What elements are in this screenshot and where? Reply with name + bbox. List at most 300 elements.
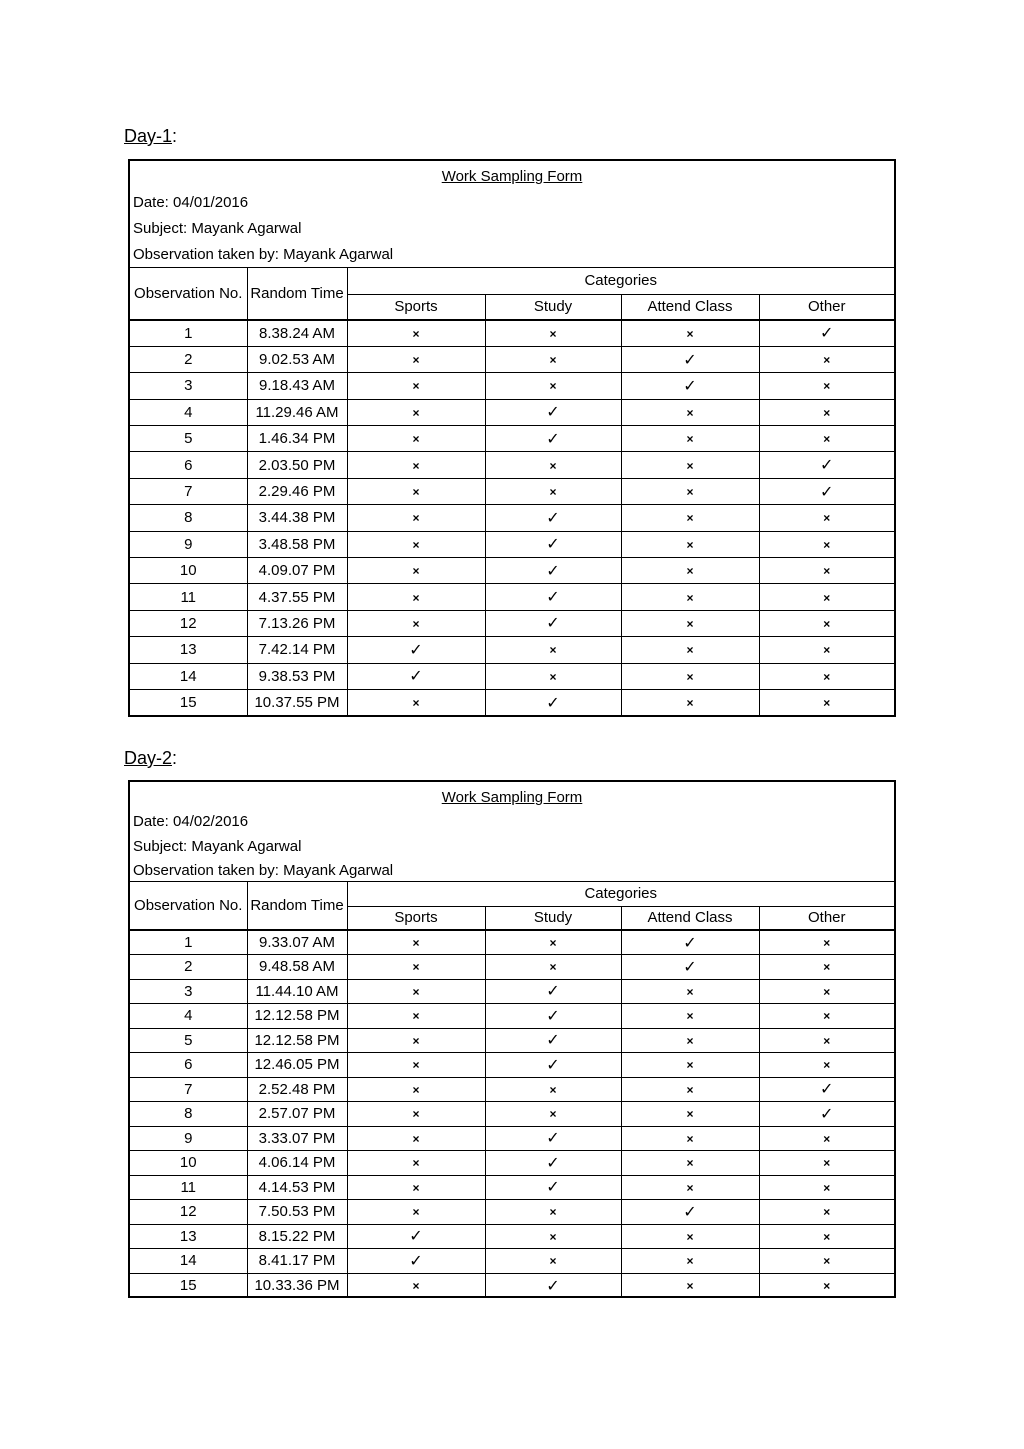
observation-no-cell: 15 — [130, 689, 247, 715]
random-time-cell: 4.14.53 PM — [247, 1175, 347, 1200]
sports-mark-cell — [347, 584, 485, 610]
col-header-other: Other — [759, 906, 894, 930]
observation-no-cell: 12 — [130, 610, 247, 636]
sports-mark-cell — [347, 1102, 485, 1127]
cross-mark-icon: × — [412, 960, 420, 975]
other-mark-cell — [759, 610, 894, 636]
observation-no-cell: 1 — [130, 930, 247, 955]
study-mark-cell — [485, 373, 621, 399]
cross-mark-icon: × — [549, 669, 557, 684]
cross-mark-icon: × — [823, 696, 831, 711]
attend-class-mark-cell — [621, 426, 759, 452]
cross-mark-icon: × — [823, 1279, 831, 1293]
col-header-observation-no: Observation No. — [130, 268, 247, 320]
random-time-cell: 3.33.07 PM — [247, 1126, 347, 1151]
cross-mark-icon: × — [412, 1107, 420, 1122]
col-header-categories: Categories — [347, 882, 894, 906]
table-row — [130, 1224, 894, 1249]
table-row — [130, 478, 894, 504]
other-mark-cell — [759, 1126, 894, 1151]
random-time-cell: 10.33.36 PM — [247, 1273, 347, 1298]
cross-mark-icon: × — [549, 936, 557, 950]
attend-class-mark-cell — [621, 1126, 759, 1151]
col-header-categories: Categories — [347, 268, 894, 294]
cross-mark-icon: × — [823, 1131, 831, 1146]
table-row — [130, 426, 894, 452]
date-line: Date: 04/02/2016 — [133, 813, 249, 830]
table-row — [130, 689, 894, 715]
other-mark-cell — [759, 426, 894, 452]
check-mark-icon: ✓ — [820, 325, 834, 343]
other-mark-cell — [759, 1273, 894, 1298]
cross-mark-icon: × — [686, 511, 694, 526]
attend-class-mark-cell — [621, 320, 759, 346]
study-mark-cell — [485, 1077, 621, 1102]
check-mark-icon: ✓ — [546, 1179, 560, 1197]
attend-class-mark-cell — [621, 584, 759, 610]
observation-no-cell: 15 — [130, 1273, 247, 1298]
other-mark-cell — [759, 1175, 894, 1200]
cross-mark-icon: × — [686, 405, 694, 420]
study-mark-cell — [485, 1028, 621, 1053]
day-label-text: Day-1 — [124, 126, 173, 146]
cross-mark-icon: × — [686, 537, 694, 552]
observation-no-cell: 4 — [130, 1004, 247, 1029]
cross-mark-icon: × — [823, 1156, 831, 1171]
cross-mark-icon: × — [412, 590, 420, 605]
study-mark-cell — [485, 1175, 621, 1200]
study-mark-cell — [485, 346, 621, 372]
cross-mark-icon: × — [686, 432, 694, 447]
sports-mark-cell — [347, 1273, 485, 1298]
attend-class-mark-cell — [621, 346, 759, 372]
sports-mark-cell — [347, 505, 485, 531]
check-mark-icon: ✓ — [409, 1252, 423, 1270]
cross-mark-icon: × — [412, 984, 420, 999]
check-mark-icon: ✓ — [409, 668, 423, 686]
cross-mark-icon: × — [549, 643, 557, 658]
random-time-cell: 7.13.26 PM — [247, 610, 347, 636]
study-mark-cell — [485, 955, 621, 980]
check-mark-icon: ✓ — [546, 1154, 560, 1172]
check-mark-icon: ✓ — [683, 958, 697, 976]
cross-mark-icon: × — [412, 353, 420, 368]
other-mark-cell — [759, 320, 894, 346]
attend-class-mark-cell — [621, 689, 759, 715]
cross-mark-icon: × — [823, 590, 831, 605]
other-mark-cell — [759, 346, 894, 372]
study-mark-cell — [485, 1126, 621, 1151]
cross-mark-icon: × — [412, 432, 420, 447]
table-row — [130, 663, 894, 689]
check-mark-icon: ✓ — [546, 1130, 560, 1148]
cross-mark-icon: × — [549, 353, 557, 368]
check-mark-icon: ✓ — [409, 1228, 423, 1246]
cross-mark-icon: × — [823, 1205, 831, 1220]
observation-no-cell: 13 — [130, 637, 247, 663]
other-mark-cell — [759, 584, 894, 610]
random-time-cell: 9.48.58 AM — [247, 955, 347, 980]
sports-mark-cell — [347, 955, 485, 980]
sports-mark-cell — [347, 689, 485, 715]
observer-line: Observation taken by: Mayank Agarwal — [133, 862, 394, 879]
check-mark-icon: ✓ — [409, 641, 423, 659]
other-mark-cell — [759, 452, 894, 478]
cross-mark-icon: × — [412, 537, 420, 552]
attend-class-mark-cell — [621, 610, 759, 636]
cross-mark-icon: × — [823, 1058, 831, 1073]
check-mark-icon: ✓ — [546, 562, 560, 580]
observation-no-cell: 14 — [130, 1249, 247, 1274]
observation-no-cell: 7 — [130, 1077, 247, 1102]
observation-no-cell: 14 — [130, 663, 247, 689]
cross-mark-icon: × — [412, 936, 420, 950]
check-mark-icon: ✓ — [546, 589, 560, 607]
cross-mark-icon: × — [823, 960, 831, 975]
table-row — [130, 1004, 894, 1029]
sports-mark-cell — [347, 663, 485, 689]
form-header — [130, 161, 894, 268]
check-mark-icon: ✓ — [820, 1081, 834, 1099]
random-time-cell: 1.46.34 PM — [247, 426, 347, 452]
other-mark-cell — [759, 979, 894, 1004]
cross-mark-icon: × — [412, 405, 420, 420]
col-header-observation-no: Observation No. — [130, 882, 247, 930]
col-header-other: Other — [759, 294, 894, 320]
observation-no-cell: 9 — [130, 1126, 247, 1151]
random-time-cell: 12.12.58 PM — [247, 1004, 347, 1029]
cross-mark-icon: × — [823, 984, 831, 999]
table-row — [130, 930, 894, 955]
sports-mark-cell — [347, 1200, 485, 1225]
check-mark-icon: ✓ — [820, 457, 834, 475]
cross-mark-icon: × — [412, 458, 420, 473]
cross-mark-icon: × — [823, 405, 831, 420]
check-mark-icon: ✓ — [820, 1105, 834, 1123]
cross-mark-icon: × — [412, 1033, 420, 1048]
attend-class-mark-cell — [621, 399, 759, 425]
sports-mark-cell — [347, 373, 485, 399]
sports-mark-cell — [347, 452, 485, 478]
cross-mark-icon: × — [823, 379, 831, 394]
cross-mark-icon: × — [412, 1156, 420, 1171]
cross-mark-icon: × — [686, 1254, 694, 1269]
cross-mark-icon: × — [549, 1205, 557, 1220]
random-time-cell: 9.33.07 AM — [247, 930, 347, 955]
other-mark-cell — [759, 1102, 894, 1127]
observation-no-cell: 11 — [130, 1175, 247, 1200]
study-mark-cell — [485, 1273, 621, 1298]
observation-no-cell: 2 — [130, 346, 247, 372]
table-body — [130, 320, 894, 716]
study-mark-cell — [485, 505, 621, 531]
random-time-cell: 11.29.46 AM — [247, 399, 347, 425]
observation-no-cell: 7 — [130, 478, 247, 504]
cross-mark-icon: × — [686, 485, 694, 500]
check-mark-icon: ✓ — [546, 1032, 560, 1050]
table-row — [130, 584, 894, 610]
study-mark-cell — [485, 1200, 621, 1225]
cross-mark-icon: × — [823, 1009, 831, 1024]
other-mark-cell — [759, 1077, 894, 1102]
check-mark-icon: ✓ — [546, 509, 560, 527]
cross-mark-icon: × — [686, 616, 694, 631]
observation-no-cell: 10 — [130, 1151, 247, 1176]
cross-mark-icon: × — [686, 590, 694, 605]
attend-class-mark-cell — [621, 979, 759, 1004]
cross-mark-icon: × — [686, 1279, 694, 1293]
cross-mark-icon: × — [686, 696, 694, 711]
table-row — [130, 558, 894, 584]
day-1-label: Day-1: — [124, 126, 178, 146]
attend-class-mark-cell — [621, 1004, 759, 1029]
study-mark-cell — [485, 478, 621, 504]
study-mark-cell — [485, 1224, 621, 1249]
attend-class-mark-cell — [621, 1175, 759, 1200]
cross-mark-icon: × — [823, 353, 831, 368]
cross-mark-icon: × — [412, 1180, 420, 1195]
form-title: Work Sampling Form — [441, 789, 583, 806]
table-row — [130, 1126, 894, 1151]
cross-mark-icon: × — [823, 643, 831, 658]
table-row — [130, 399, 894, 425]
attend-class-mark-cell — [621, 1249, 759, 1274]
cross-mark-icon: × — [686, 669, 694, 684]
cross-mark-icon: × — [686, 1107, 694, 1122]
cross-mark-icon: × — [549, 1229, 557, 1244]
cross-mark-icon: × — [823, 1229, 831, 1244]
other-mark-cell — [759, 1200, 894, 1225]
cross-mark-icon: × — [686, 1156, 694, 1171]
col-header-random-time: Random Time — [247, 268, 347, 320]
cross-mark-icon: × — [686, 1180, 694, 1195]
cross-mark-icon: × — [823, 537, 831, 552]
cross-mark-icon: × — [412, 1131, 420, 1146]
random-time-cell: 9.18.43 AM — [247, 373, 347, 399]
observation-table — [130, 882, 894, 1298]
attend-class-mark-cell — [621, 478, 759, 504]
subject-line: Subject: Mayank Agarwal — [133, 220, 302, 237]
observation-no-cell: 11 — [130, 584, 247, 610]
observer-line: Observation taken by: Mayank Agarwal — [133, 246, 394, 263]
check-mark-icon: ✓ — [683, 377, 697, 395]
cross-mark-icon: × — [549, 326, 557, 341]
check-mark-icon: ✓ — [546, 404, 560, 422]
cross-mark-icon: × — [412, 511, 420, 526]
table-row — [130, 1053, 894, 1078]
cross-mark-icon: × — [549, 1082, 557, 1097]
observation-no-cell: 5 — [130, 426, 247, 452]
cross-mark-icon: × — [823, 1180, 831, 1195]
attend-class-mark-cell — [621, 373, 759, 399]
other-mark-cell — [759, 531, 894, 557]
cross-mark-icon: × — [823, 1033, 831, 1048]
observation-no-cell: 6 — [130, 1053, 247, 1078]
observation-no-cell: 6 — [130, 452, 247, 478]
other-mark-cell — [759, 1151, 894, 1176]
table-row — [130, 346, 894, 372]
other-mark-cell — [759, 1028, 894, 1053]
study-mark-cell — [485, 320, 621, 346]
observation-no-cell: 3 — [130, 979, 247, 1004]
random-time-cell: 8.38.24 AM — [247, 320, 347, 346]
observation-table — [130, 268, 894, 716]
random-time-cell: 2.57.07 PM — [247, 1102, 347, 1127]
form-header — [130, 782, 894, 882]
study-mark-cell — [485, 1053, 621, 1078]
study-mark-cell — [485, 930, 621, 955]
observation-no-cell: 8 — [130, 1102, 247, 1127]
check-mark-icon: ✓ — [546, 1056, 560, 1074]
study-mark-cell — [485, 558, 621, 584]
other-mark-cell — [759, 558, 894, 584]
observation-no-cell: 2 — [130, 955, 247, 980]
cross-mark-icon: × — [549, 458, 557, 473]
check-mark-icon: ✓ — [546, 983, 560, 1001]
cross-mark-icon: × — [686, 564, 694, 579]
cross-mark-icon: × — [549, 379, 557, 394]
other-mark-cell — [759, 373, 894, 399]
cross-mark-icon: × — [412, 616, 420, 631]
check-mark-icon: ✓ — [683, 1203, 697, 1221]
attend-class-mark-cell — [621, 1200, 759, 1225]
attend-class-mark-cell — [621, 531, 759, 557]
sports-mark-cell — [347, 1004, 485, 1029]
other-mark-cell — [759, 637, 894, 663]
observation-no-cell: 4 — [130, 399, 247, 425]
sports-mark-cell — [347, 426, 485, 452]
cross-mark-icon: × — [686, 1058, 694, 1073]
other-mark-cell — [759, 1004, 894, 1029]
cross-mark-icon: × — [823, 432, 831, 447]
check-mark-icon: ✓ — [683, 934, 697, 952]
sports-mark-cell — [347, 610, 485, 636]
sports-mark-cell — [347, 399, 485, 425]
study-mark-cell — [485, 452, 621, 478]
cross-mark-icon: × — [686, 1033, 694, 1048]
sports-mark-cell — [347, 558, 485, 584]
cross-mark-icon: × — [686, 326, 694, 341]
study-mark-cell — [485, 531, 621, 557]
other-mark-cell — [759, 689, 894, 715]
table-row — [130, 1273, 894, 1298]
attend-class-mark-cell — [621, 663, 759, 689]
cross-mark-icon: × — [823, 511, 831, 526]
attend-class-mark-cell — [621, 1053, 759, 1078]
observation-no-cell: 9 — [130, 531, 247, 557]
observation-no-cell: 13 — [130, 1224, 247, 1249]
sports-mark-cell — [347, 979, 485, 1004]
study-mark-cell — [485, 610, 621, 636]
subject-line: Subject: Mayank Agarwal — [133, 838, 302, 855]
col-header-sports: Sports — [347, 294, 485, 320]
attend-class-mark-cell — [621, 505, 759, 531]
attend-class-mark-cell — [621, 452, 759, 478]
table-row — [130, 1175, 894, 1200]
table-row — [130, 610, 894, 636]
day-2-label: Day-2: — [124, 748, 178, 768]
cross-mark-icon: × — [686, 1229, 694, 1244]
sports-mark-cell — [347, 531, 485, 557]
sports-mark-cell — [347, 1224, 485, 1249]
random-time-cell: 9.02.53 AM — [247, 346, 347, 372]
col-header-study: Study — [485, 906, 621, 930]
cross-mark-icon: × — [823, 564, 831, 579]
check-mark-icon: ✓ — [546, 430, 560, 448]
cross-mark-icon: × — [686, 1082, 694, 1097]
observation-no-cell: 10 — [130, 558, 247, 584]
check-mark-icon: ✓ — [546, 615, 560, 633]
study-mark-cell — [485, 637, 621, 663]
attend-class-mark-cell — [621, 1224, 759, 1249]
study-mark-cell — [485, 1249, 621, 1274]
study-mark-cell — [485, 1102, 621, 1127]
cross-mark-icon: × — [823, 1254, 831, 1269]
check-mark-icon: ✓ — [820, 483, 834, 501]
col-header-study: Study — [485, 294, 621, 320]
table-row — [130, 1249, 894, 1274]
check-mark-icon: ✓ — [683, 351, 697, 369]
work-sampling-form-day-1 — [128, 159, 896, 717]
sports-mark-cell — [347, 320, 485, 346]
table-body — [130, 930, 894, 1298]
table-row — [130, 320, 894, 346]
random-time-cell: 4.09.07 PM — [247, 558, 347, 584]
check-mark-icon: ✓ — [546, 1277, 560, 1295]
cross-mark-icon: × — [412, 564, 420, 579]
observation-no-cell: 12 — [130, 1200, 247, 1225]
check-mark-icon: ✓ — [546, 694, 560, 712]
check-mark-icon: ✓ — [546, 1007, 560, 1025]
cross-mark-icon: × — [549, 485, 557, 500]
cross-mark-icon: × — [686, 458, 694, 473]
random-time-cell: 2.29.46 PM — [247, 478, 347, 504]
table-row — [130, 531, 894, 557]
other-mark-cell — [759, 1053, 894, 1078]
day-label-text: Day-2 — [124, 748, 173, 768]
sports-mark-cell — [347, 1053, 485, 1078]
observation-no-cell: 5 — [130, 1028, 247, 1053]
check-mark-icon: ✓ — [546, 536, 560, 554]
cross-mark-icon: × — [549, 1107, 557, 1122]
sports-mark-cell — [347, 478, 485, 504]
table-row — [130, 1028, 894, 1053]
cross-mark-icon: × — [686, 643, 694, 658]
cross-mark-icon: × — [412, 1009, 420, 1024]
table-row — [130, 979, 894, 1004]
cross-mark-icon: × — [549, 960, 557, 975]
study-mark-cell — [485, 689, 621, 715]
cross-mark-icon: × — [412, 485, 420, 500]
study-mark-cell — [485, 1151, 621, 1176]
col-header-sports: Sports — [347, 906, 485, 930]
other-mark-cell — [759, 1224, 894, 1249]
study-mark-cell — [485, 1004, 621, 1029]
random-time-cell: 12.46.05 PM — [247, 1053, 347, 1078]
study-mark-cell — [485, 584, 621, 610]
observation-no-cell: 8 — [130, 505, 247, 531]
form-title: Work Sampling Form — [441, 168, 583, 185]
attend-class-mark-cell — [621, 1102, 759, 1127]
cross-mark-icon: × — [412, 1058, 420, 1073]
sports-mark-cell — [347, 1028, 485, 1053]
study-mark-cell — [485, 979, 621, 1004]
other-mark-cell — [759, 955, 894, 980]
table-row — [130, 1102, 894, 1127]
table-row — [130, 373, 894, 399]
other-mark-cell — [759, 930, 894, 955]
cross-mark-icon: × — [549, 1254, 557, 1269]
